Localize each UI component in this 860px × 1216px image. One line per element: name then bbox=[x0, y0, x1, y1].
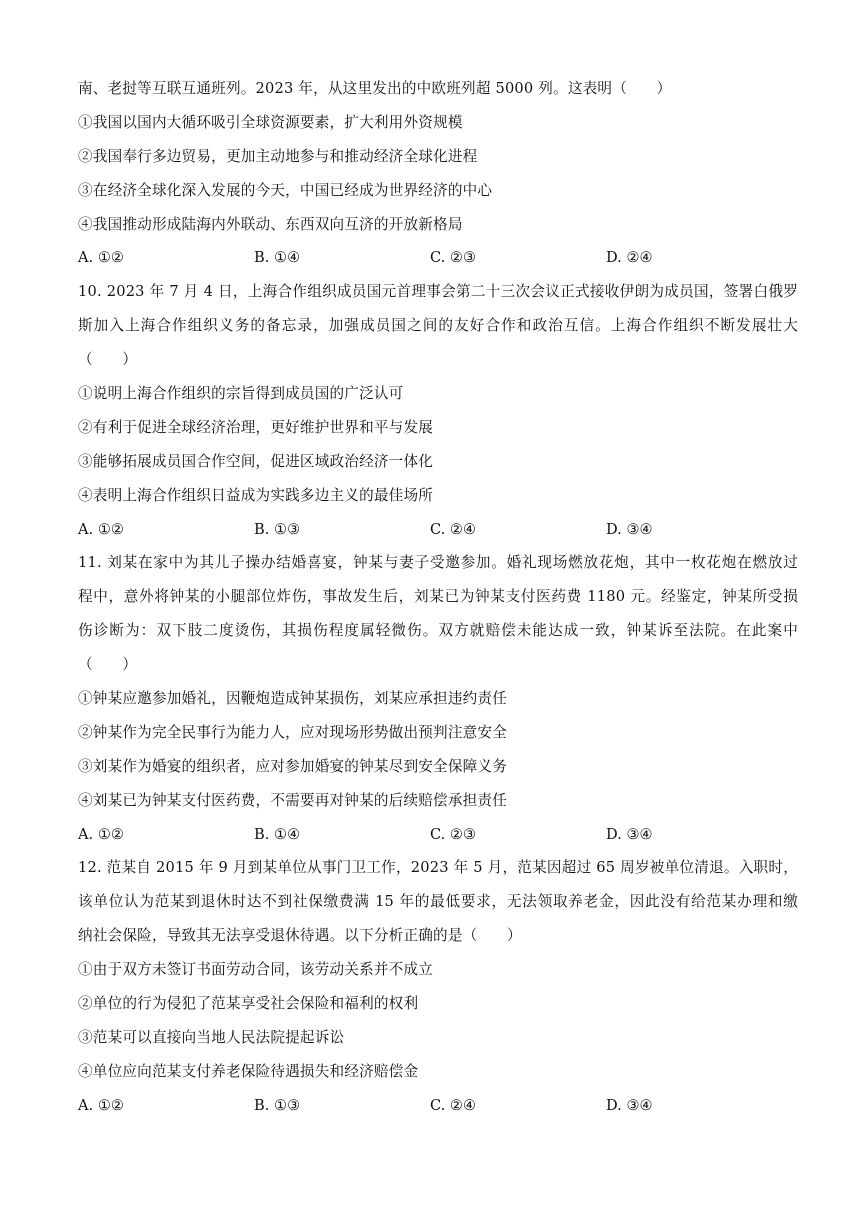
option-d: D. ③④ bbox=[606, 520, 653, 538]
question-9 bbox=[78, 72, 798, 275]
question-stem: 11. 刘某在家中为其儿子操办结婚喜宴，钟某与妻子受邀参加。婚礼现场燃放花炮，其中一枚花炮在燃放过 bbox=[78, 554, 798, 572]
option-a: A. ①② bbox=[78, 1096, 124, 1114]
option-a: A. ①② bbox=[78, 825, 124, 843]
option-c: C. ②③ bbox=[430, 249, 477, 267]
question-11 bbox=[78, 546, 798, 851]
option-d: D. ②④ bbox=[606, 249, 653, 267]
statement-item: ③在经济全球化深入发展的今天，中国已经成为世界经济的中心 bbox=[78, 181, 493, 199]
answer-blank: （ ） bbox=[78, 351, 138, 369]
option-b: B. ①③ bbox=[254, 1096, 301, 1114]
statement-item: ①说明上海合作组织的宗旨得到成员国的广泛认可 bbox=[78, 385, 404, 403]
question-stem: 12. 范某自 2015 年 9 月到某单位从事门卫工作，2023 年 5 月，范某因超过 65 周岁被单位清退。入职时， bbox=[78, 859, 798, 877]
statement-item: ①由于双方未签订书面劳动合同，该劳动关系并不成立 bbox=[78, 961, 434, 979]
statement-item: ②我国奉行多边贸易，更加主动地参与和推动经济全球化进程 bbox=[78, 147, 478, 165]
option-d: D. ③④ bbox=[606, 1096, 653, 1114]
question-stem: 该单位认为范某到退休时达不到社保缴费满 15 年的最低要求，无法领取养老金，因此没有给范某办理和缴 bbox=[78, 893, 798, 911]
option-d: D. ③④ bbox=[606, 825, 653, 843]
exam-page bbox=[78, 72, 798, 1123]
statement-item: ①钟某应邀参加婚礼，因鞭炮造成钟某损伤，刘某应承担违约责任 bbox=[78, 690, 508, 708]
statement-item: ③能够拓展成员国合作空间，促进区域政治经济一体化 bbox=[78, 452, 434, 470]
answer-blank: （ ） bbox=[78, 656, 138, 674]
statement-item: ④刘某已为钟某支付医药费，不需要再对钟某的后续赔偿承担责任 bbox=[78, 791, 508, 809]
answer-options bbox=[78, 1089, 798, 1123]
option-c: C. ②③ bbox=[430, 825, 477, 843]
question-stem: 纳社会保险，导致其无法享受退休待遇。以下分析正确的是（ ） bbox=[78, 927, 522, 945]
option-b: B. ①④ bbox=[254, 249, 301, 267]
question-stem: 程中，意外将钟某的小腿部位炸伤，事故发生后，刘某已为钟某支付医药费 1180 元。经鉴定，钟某所受损 bbox=[78, 588, 798, 606]
option-c: C. ②④ bbox=[430, 520, 477, 538]
statement-item: ②单位的行为侵犯了范某享受社会保险和福利的权利 bbox=[78, 995, 419, 1013]
statement-item: ①我国以国内大循环吸引全球资源要素，扩大利用外资规模 bbox=[78, 113, 463, 131]
question-stem: 斯加入上海合作组织义务的备忘录，加强成员国之间的友好合作和政治互信。上海合作组织不断发展壮大 bbox=[78, 317, 798, 335]
statement-item: ②有利于促进全球经济治理，更好维护世界和平与发展 bbox=[78, 418, 434, 436]
question-stem: 10. 2023 年 7 月 4 日，上海合作组织成员国元首理事会第二十三次会议正式接收伊朗为成员国，签署白俄罗 bbox=[78, 283, 798, 301]
statement-item: ②钟某作为完全民事行为能力人，应对现场形势做出预判注意安全 bbox=[78, 723, 508, 741]
statement-item: ③刘某作为婚宴的组织者，应对参加婚宴的钟某尽到安全保障义务 bbox=[78, 757, 508, 775]
option-a: A. ①② bbox=[78, 249, 124, 267]
option-b: B. ①③ bbox=[254, 520, 301, 538]
answer-options bbox=[78, 513, 798, 547]
answer-options bbox=[78, 818, 798, 852]
question-10 bbox=[78, 275, 798, 546]
statement-item: ③范某可以直接向当地人民法院提起诉讼 bbox=[78, 1028, 345, 1046]
question-12 bbox=[78, 851, 798, 1122]
statement-item: ④表明上海合作组织日益成为实践多边主义的最佳场所 bbox=[78, 486, 434, 504]
option-c: C. ②④ bbox=[430, 1096, 477, 1114]
statement-item: ④我国推动形成陆海内外联动、东西双向互济的开放新格局 bbox=[78, 215, 463, 233]
option-a: A. ①② bbox=[78, 520, 124, 538]
answer-options bbox=[78, 241, 798, 275]
option-b: B. ①④ bbox=[254, 825, 301, 843]
question-stem: 南、老挝等互联互通班列。2023 年，从这里发出的中欧班列超 5000 列。这表明（ ） bbox=[78, 80, 672, 97]
question-stem: 伤诊断为：双下肢二度烫伤，其损伤程度属轻微伤。双方就赔偿未能达成一致，钟某诉至法院。在此案中 bbox=[78, 622, 798, 640]
statement-item: ④单位应向范某支付养老保险待遇损失和经济赔偿金 bbox=[78, 1062, 419, 1080]
